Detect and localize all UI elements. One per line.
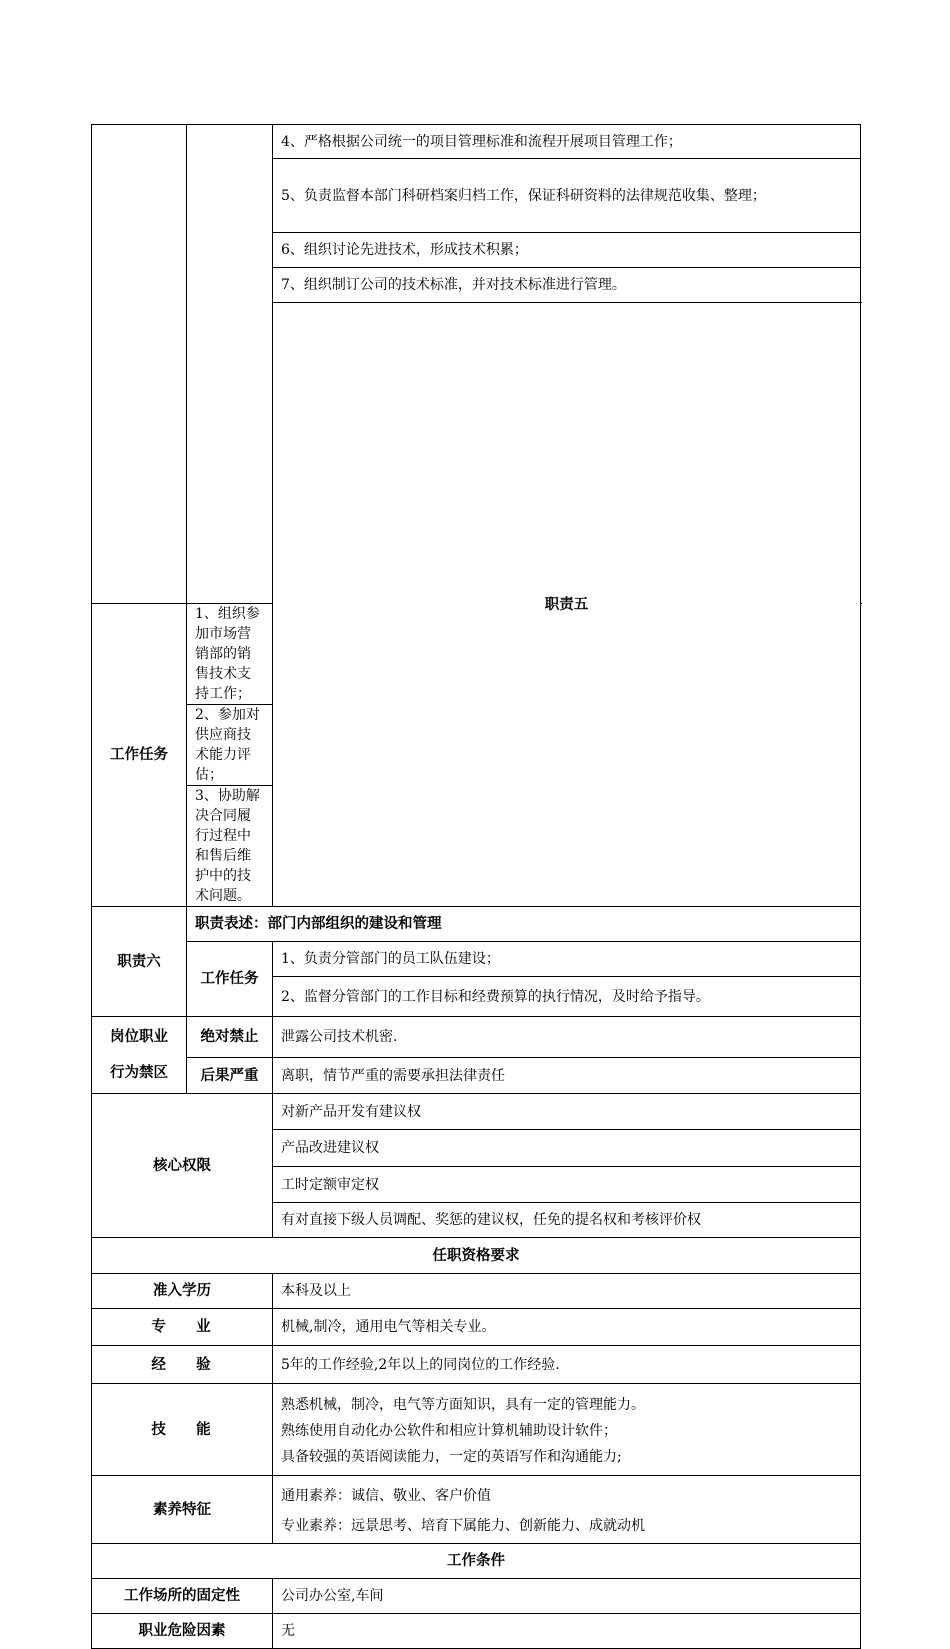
duty5-task-2: 2、参加对供应商技术能力评估；: [187, 705, 273, 786]
major-value: 机械,制冷，通用电气等相关专业。: [273, 1309, 861, 1346]
duty6-task-row: [92, 942, 861, 977]
trait-item: 专业素养：远景思考、培育下属能力、创新能力、成就动机: [281, 1517, 645, 1534]
absolute-prohibited-value: 泄露公司技术机密.: [273, 1017, 861, 1058]
duty4-task-row: [92, 125, 861, 159]
traits-list: [273, 1476, 861, 1544]
skills-row: [92, 1384, 861, 1476]
prohibited-label: [92, 1017, 187, 1094]
authority-item-1: 对新产品开发有建议权: [273, 1094, 861, 1130]
workplace-label: 工作场所的固定性: [92, 1579, 273, 1614]
qualifications-heading-row: [92, 1238, 861, 1274]
consequence-label: 后果严重: [187, 1058, 273, 1094]
education-row: [92, 1274, 861, 1309]
experience-label: 经 验: [92, 1346, 273, 1384]
duty4-task-4: 4、严格根据公司统一的项目管理标准和流程开展项目管理工作；: [273, 125, 861, 159]
hazard-value: 无: [273, 1614, 861, 1649]
prohibited-absolute-row: [92, 1017, 861, 1058]
education-value: 本科及以上: [273, 1274, 861, 1309]
skill-item: 熟练使用自动化办公软件和相应计算机辅助设计软件；: [281, 1422, 617, 1439]
duty6-description-row: [92, 907, 861, 942]
duty4-task-6: 6、组织讨论先进技术，形成技术积累；: [273, 233, 861, 268]
duty4-label-cell: [92, 125, 187, 604]
hazard-label: 职业危险因素: [92, 1614, 273, 1649]
duty4-task-7: 7、组织制订公司的技术标准，并对技术标准进行管理。: [273, 268, 861, 303]
skill-item: 具备较强的英语阅读能力，一定的英语写作和沟通能力;: [281, 1448, 622, 1465]
authority-item-2: 产品改进建议权: [273, 1130, 861, 1167]
duty5-task-3: 3、协助解决合同履行过程中和售后维护中的技术问题。: [187, 786, 273, 907]
authority-label: 核心权限: [92, 1094, 273, 1238]
duty4-task-label-cell: [187, 125, 273, 604]
experience-row: [92, 1346, 861, 1384]
prohibited-label-line1: 岗位职业: [110, 1029, 168, 1045]
duty6-task-label: 工作任务: [187, 942, 273, 1017]
authority-item-3: 工时定额审定权: [273, 1167, 861, 1203]
workplace-value: 公司办公室,车间: [273, 1579, 861, 1614]
duty6-label: 职责六: [92, 907, 187, 1017]
education-label: 准入学历: [92, 1274, 273, 1309]
traits-label: 素养特征: [92, 1476, 273, 1544]
major-label: 专 业: [92, 1309, 273, 1346]
duty6-description: 职责表述：部门内部组织的建设和管理: [187, 907, 861, 942]
trait-item: 通用素养：诚信、敬业、客户价值: [281, 1487, 491, 1504]
traits-row: [92, 1476, 861, 1544]
hazard-row: [92, 1614, 861, 1649]
authority-row: [92, 1094, 861, 1130]
duty5-task-1: 1、组织参加市场营销部的销售技术支持工作；: [187, 604, 273, 705]
duty6-task-2: 2、监督分管部门的工作目标和经费预算的执行情况，及时给予指导。: [273, 977, 861, 1017]
duty6-task-1: 1、负责分管部门的员工队伍建设；: [273, 942, 861, 977]
absolute-prohibited-label: 绝对禁止: [187, 1017, 273, 1058]
skills-label: 技 能: [92, 1384, 273, 1476]
experience-value: 5年的工作经验,2年以上的同岗位的工作经验.: [273, 1346, 861, 1384]
duty5-label: 职责五: [273, 303, 861, 907]
prohibited-consequence-row: [92, 1058, 861, 1094]
qualifications-heading: 任职资格要求: [92, 1238, 861, 1274]
skills-list: [273, 1384, 861, 1476]
job-description-table: [91, 124, 861, 1649]
authority-item-4: 有对直接下级人员调配、奖惩的建议权，任免的提名权和考核评价权: [273, 1203, 861, 1238]
skill-item: 熟悉机械，制冷，电气等方面知识，具有一定的管理能力。: [281, 1396, 645, 1413]
workplace-row: [92, 1579, 861, 1614]
duty4-task-5: 5、负责监督本部门科研档案归档工作，保证科研资料的法律规范收集、整理；: [273, 159, 861, 233]
conditions-heading: 工作条件: [92, 1544, 861, 1579]
major-row: [92, 1309, 861, 1346]
consequence-value: 离职，情节严重的需要承担法律责任: [273, 1058, 861, 1094]
conditions-heading-row: [92, 1544, 861, 1579]
duty5-task-label: 工作任务: [92, 604, 187, 907]
prohibited-label-line2: 行为禁区: [110, 1065, 168, 1081]
